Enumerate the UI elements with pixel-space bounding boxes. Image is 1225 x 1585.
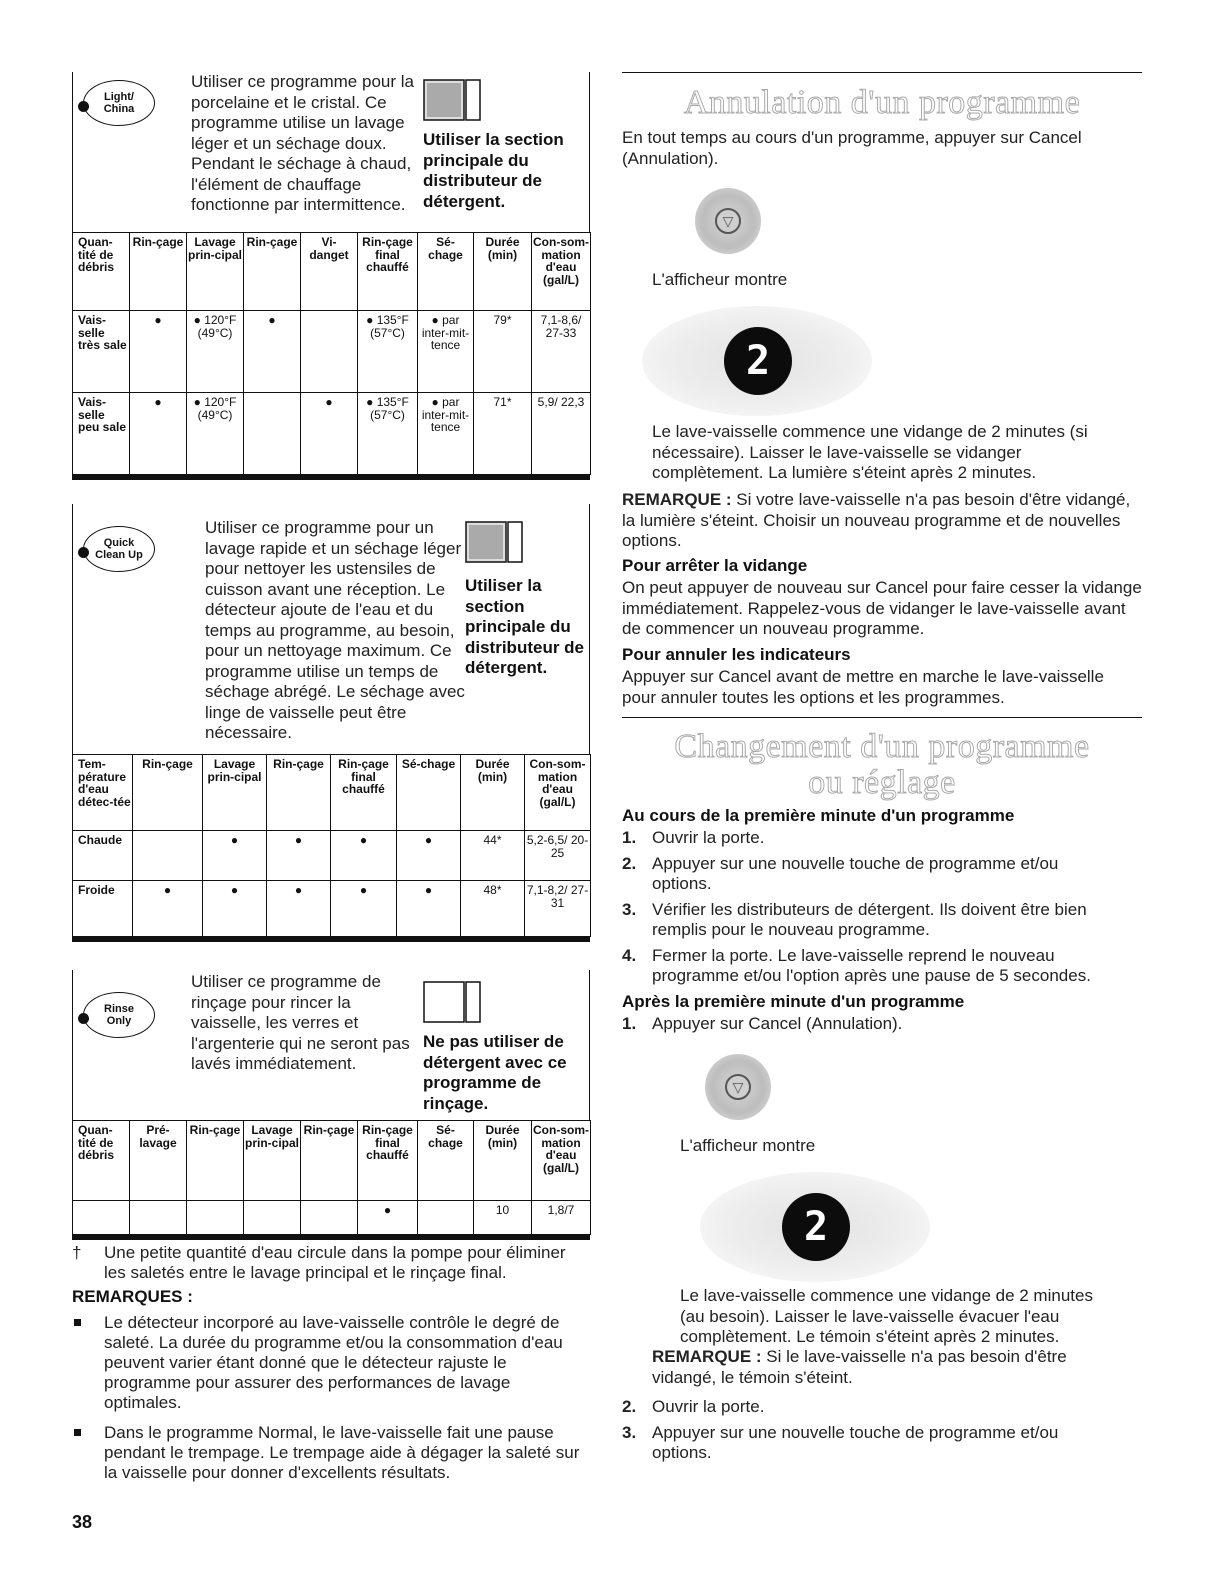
quick-clean-section <box>72 504 590 754</box>
table-row: ● 10 1,8/7 <box>73 1201 591 1235</box>
table-row: Froide ● ● ● ● ● 48* 7,1-8,2/ 27-31 <box>73 881 591 937</box>
indicators-text: Appuyer sur Cancel avant de mettre en marche le lave-vaisselle pour annuler toutes les options et les programmes. <box>622 667 1104 707</box>
drain-text: Le lave-vaisselle commence une vidange de 2 minutes (si nécessaire). Laisser le lave-vaisselle se vidanger complètement. La lumière s'éteint après 2 minutes. <box>652 422 1088 482</box>
quick-clean-up-button[interactable]: Quick Clean Up <box>83 526 155 572</box>
remarks-title: REMARQUES : <box>72 1287 193 1306</box>
cycle-description: Utiliser ce programme pour la porcelaine et le cristal. Ce programme utilise un lavage léger et un séchage doux. Pendant le séchage à chaud, l'élément de chauffage fonctionne par intermittence. <box>191 72 414 214</box>
change-heading-line1: Changement d'un programme <box>674 728 1090 765</box>
cycle-description: Utiliser ce programme de rinçage pour rincer la vaisselle, les verres et l'argenterie qui ne seront pas lavés immédiatement. <box>191 972 410 1073</box>
stop-drain-text: On peut appuyer de nouveau sur Cancel pour faire cesser la vidange immédiatement. Rappelez-vous de vidanger le lave-vaisselle avant de commencer un nouveau programme. <box>622 578 1142 638</box>
remark-label: REMARQUE : <box>622 490 732 509</box>
remark-text: Si votre lave-vaisselle n'a pas besoin d'être vidangé, la lumière s'éteint. Choisir un nouveau programme et de nouvelles options. <box>622 490 1131 550</box>
first-minute-title: Au cours de la première minute d'un programme <box>622 806 1015 825</box>
display-readout: 2 <box>782 1193 850 1261</box>
list-item: 1. Ouvrir la porte. <box>622 828 765 847</box>
indicator-dot-icon <box>78 547 89 558</box>
cycle-column <box>72 72 590 1240</box>
rinse-only-section <box>72 970 590 1120</box>
change-remark <box>652 1347 1122 1388</box>
list-item: Le détecteur incorporé au lave-vaisselle contrôle le degré de saleté. La durée du programme et/ou la consommation d'eau peuvent varier étant donné que le détecteur rajuste le programme pour assurer des performances de lavage optimales. <box>72 1313 592 1413</box>
section-divider <box>72 1235 590 1240</box>
bullet-square-icon <box>74 1319 81 1326</box>
cancel-button[interactable] <box>705 1054 771 1120</box>
light-china-table <box>72 232 591 475</box>
cancel-remark <box>622 490 1142 552</box>
section-divider <box>72 475 590 480</box>
table-row: Vais-selle très sale ● ● 120°F (49°C) ● ● 135°F (57°C) ● par inter-mit-tence 79* 7,1-8,6/ 27-33 <box>73 311 591 393</box>
cancel-icon: ▽ <box>725 1074 751 1100</box>
list-item: 4. Fermer la porte. Le lave-vaisselle reprend le nouveau programme et/ou l'option après une pause de 5 secondes. <box>622 945 1091 985</box>
cancel-icon: ▽ <box>715 208 741 234</box>
dispenser-note: Utiliser la section principale du distributeur de détergent. <box>423 130 564 211</box>
detergent-dispenser-icon <box>465 518 523 566</box>
list-item: 2. Appuyer sur une nouvelle touche de programme et/ou options. <box>622 853 1059 893</box>
dispenser-note: Ne pas utiliser de détergent avec ce programme de rinçage. <box>423 1032 567 1113</box>
stop-drain-title: Pour arrêter la vidange <box>622 556 808 575</box>
table-row: Vais-selle peu sale ● ● 120°F (49°C) ● ● 135°F (57°C) ● par inter-mit-tence 71* 5,9/ 22,3 <box>73 393 591 475</box>
list-item: 1. Appuyer sur Cancel (Annulation). <box>622 1014 903 1033</box>
light-china-section <box>72 72 590 232</box>
cycle-description: Utiliser ce programme pour un lavage rapide et un séchage léger pour nettoyer les ustensiles de cuisson avant une réception. Le détecteur ajoute de l'eau et du temps au programme, au besoin, pour un nettoyage maximum. Ce programme utilise un temps de séchage abrégé. Le séchage avec linge de vaisselle peut être nécessaire. <box>205 518 465 742</box>
section-divider <box>72 937 590 942</box>
detergent-dispenser-icon <box>423 978 481 1026</box>
table-header-row: Tem-pérature d'eau détec-tée Rin-çage Lavage prin-cipal Rin-çage Rin-çage final chauffé Sé-chage Durée (min) Con-som-mation d'eau (gal/L) <box>73 755 591 831</box>
dispenser-note: Utiliser la section principale du distributeur de détergent. <box>465 576 585 677</box>
list-item: Dans le programme Normal, le lave-vaisselle fait une pause pendant le trempage. Le trempage aide à dégager la saleté sur la vaisselle pour donner d'excellents résultats. <box>72 1423 592 1483</box>
remark-text: Si le lave-vaisselle n'a pas besoin d'être vidangé, le témoin s'éteint. <box>652 1347 1067 1387</box>
light-china-button[interactable]: Light/ China <box>83 80 155 126</box>
remarks-list <box>72 1313 592 1493</box>
section-rule <box>622 717 1142 718</box>
rinse-only-table <box>72 1120 591 1235</box>
indicator-dot-icon <box>78 1013 89 1024</box>
cancel-heading: Annulation d'un programme <box>683 84 1081 121</box>
detergent-dispenser-icon <box>423 76 481 124</box>
indicator-dot-icon <box>78 101 89 112</box>
indicators-title: Pour annuler les indicateurs <box>622 645 851 664</box>
drain-text: Le lave-vaisselle commence une vidange de 2 minutes (au besoin). Laisser le lave-vaisselle évacuer l'eau complètement. Le témoin s'éteint après 2 minutes. <box>680 1286 1093 1346</box>
cancel-button[interactable] <box>695 188 761 254</box>
rinse-only-button[interactable]: Rinse Only <box>83 992 155 1038</box>
first-minute-steps <box>622 828 1122 992</box>
top-rule <box>622 72 1142 73</box>
display-shows-label: L'afficheur montre <box>652 270 788 289</box>
after-minute-step1 <box>622 1014 1122 1040</box>
bullet-square-icon <box>74 1429 81 1436</box>
footnote-text: Une petite quantité d'eau circule dans la pompe pour éliminer les saletés entre le lavage principal et le rinçage final. <box>104 1243 566 1282</box>
display-shows-label: L'afficheur montre <box>680 1136 816 1155</box>
footnote <box>72 1243 592 1283</box>
table-header-row: Quan-tité de débris Rin-çage Lavage prin-cipal Rin-çage Vi-danget Rin-çage final chauffé Sé-chage Durée (min) Con-som-mation d'eau (gal/L) <box>73 233 591 311</box>
page-number: 38 <box>72 1512 93 1532</box>
table-row: Chaude ● ● ● ● 44* 5,2-6,5/ 20-25 <box>73 831 591 881</box>
quick-clean-table <box>72 754 591 937</box>
display-readout: 2 <box>724 327 792 395</box>
cancel-intro: En tout temps au cours d'un programme, appuyer sur Cancel (Annulation). <box>622 128 1082 168</box>
after-minute-steps <box>622 1397 1122 1469</box>
dagger-mark: † <box>72 1243 82 1262</box>
list-item: 2. Ouvrir la porte. <box>622 1397 765 1416</box>
change-heading-line2: ou réglage <box>808 764 956 801</box>
remark-label: REMARQUE : <box>652 1347 762 1366</box>
table-header-row: Quan-tité de débris Pré-lavage Rin-çage Lavage prin-cipal Rin-çage Rin-çage final chauffé Sé-chage Durée (min) Con-som-mation d'eau (gal/L) <box>73 1121 591 1201</box>
after-minute-title: Après la première minute d'un programme <box>622 992 965 1011</box>
list-item: 3. Vérifier les distributeurs de détergent. Ils doivent être bien remplis pour le nouveau programme. <box>622 899 1087 939</box>
list-item: 3. Appuyer sur une nouvelle touche de programme et/ou options. <box>622 1422 1059 1462</box>
